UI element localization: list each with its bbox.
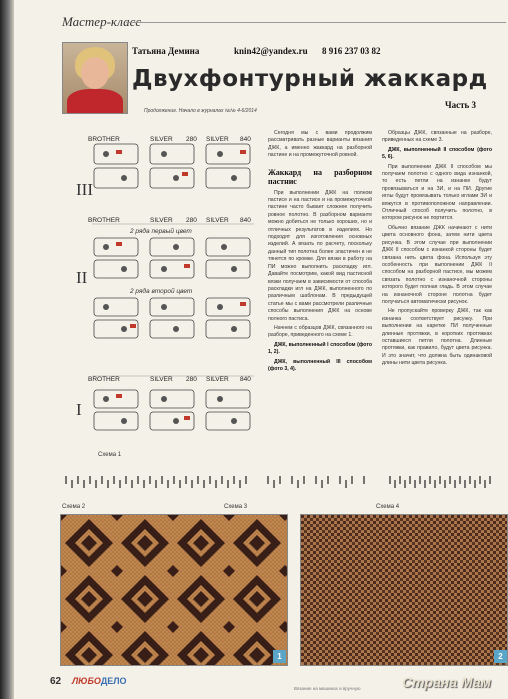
paragraph: При выполнении ДЖК II способом мы получаем полотно с одного вида изнанкой, то есть петли на изнанке будут провязываться и на ЗИ, и на ПИ. Другие иглы будут провязывать только иглами ЗИ и вяжутся в противоположном направлении. Отличный способ получить полотно, в котором рисунок не портится. <box>382 163 492 222</box>
label-silver-2a: SILVER <box>150 217 173 224</box>
magazine-logo: ЛЮБОДЕЛО <box>72 676 127 686</box>
label-840-1: 840 <box>240 376 251 383</box>
label-brother-2: BROTHER <box>88 217 120 224</box>
footer-note: Вязание на машинах и вручную <box>294 686 361 691</box>
header-rule <box>126 22 506 23</box>
photo-number-1: 1 <box>273 650 286 663</box>
label-silver-2b: SILVER <box>206 217 229 224</box>
paragraph: ДЖК, выполненный III способом (фото 3, 4). <box>268 358 372 372</box>
paragraph: Образцы ДЖК, связанные на разборе, приведенных на схеме 3. <box>382 130 492 144</box>
paragraph: При выполнении ДЖК на полном пастисе и на пастисе и на промежуточной пастине часто бывает сложнее получить ровное полотно. В разборном варианте можно добиться не только хороших, но и отличных результатов в изделиях. Но подходят для изготовления основных изделий. А вязать по расчету, поскольку данный тип полотна более эластичен и не тянется по кромке. Для вязки в работу на ПИ можно выполнить раскладку игл. Давайте посмотрим, какой вид пастисной вязки получаем в зависимости от способа раскладки игл на ДЖК, выполненного по различным шаблонам. В предыдущей статье мы с вами рассмотрели различные способы выполнения ДЖК на основе полного пастиса. <box>268 189 372 322</box>
group-label-1: I <box>76 400 82 419</box>
label-840-3: 840 <box>240 136 251 143</box>
label-280-1: 280 <box>186 376 197 383</box>
scheme-3-label: Схема 3 <box>224 504 248 510</box>
scheme-4-label: Схема 4 <box>376 504 400 510</box>
label-brother-1: BROTHER <box>88 376 120 383</box>
paragraph: Начнем с образцов ДЖК, связанного на разборе, приведенного на схеме 1. <box>268 324 372 339</box>
label-silver-3b: SILVER <box>206 136 229 143</box>
author-email[interactable]: knin42@yandex.ru <box>234 46 308 56</box>
label-840-2: 840 <box>240 217 251 224</box>
continuation-note: Продолжение. Начало в журналах №№ 4-6/2014 <box>144 108 257 114</box>
paragraph: ДЖК, выполненный I способом (фото 1, 2). <box>268 341 372 356</box>
author-phone: 8 916 237 03 82 <box>322 46 381 56</box>
label-280-2: 280 <box>186 217 197 224</box>
group-label-2: II <box>76 268 88 287</box>
needle-schemes <box>60 474 496 490</box>
label-silver-1a: SILVER <box>150 376 173 383</box>
scheme-1-label: Схема 1 <box>98 452 122 458</box>
paragraph: Обычно вязание ДЖК начинают с нити цвета основного фона, затем нити цвета рисунка. В этом случае при выполнении ДЖК II способом с изнанкой стороны будет связана нить цвета фона. Используя эту особенность при выполнении ДЖК II способом на разборной пастисе, мы можем связать полотно с изнаночной стороны которого будет полная гладь. В этом случае на изнаночной стороне полотна будет получаться автоматически рисунок. <box>382 224 492 305</box>
knit-photo-texture <box>300 514 508 666</box>
paragraph: Не пропускайте проверку ДЖК, так как изнанка соответствует рисунку. При выполнении на каретке ПИ полученные длинные протяжки, в коротких протяжках оставшиеся петли полотна. Длинные протяжки, как правило, будут цвета рисунка. И это значит, что должна быть одинаковой длины нити цвета рисунка. <box>382 308 492 367</box>
section-label: Мастер-класс <box>62 14 142 29</box>
photo-number-2: 2 <box>494 650 507 663</box>
article-column-right <box>382 130 492 370</box>
author-photo <box>62 42 128 114</box>
article-column-middle <box>268 130 372 375</box>
group-label-3: III <box>76 180 93 199</box>
row-first-color: 2 ряда первый цвет <box>130 228 192 235</box>
magazine-page <box>14 0 508 699</box>
label-silver-3a: SILVER <box>150 136 173 143</box>
page-number: 62 <box>50 676 62 687</box>
label-silver-1b: SILVER <box>206 376 229 383</box>
article-title: Двухфонтурный жаккард <box>132 66 488 92</box>
row-second-color: 2 ряда второй цвет <box>130 288 193 295</box>
watermark: Страна Мам <box>402 674 492 690</box>
subheading: Жаккард на разборном пастнис <box>268 167 372 186</box>
label-brother-3: BROTHER <box>88 136 120 143</box>
article-part: Часть 3 <box>445 100 477 110</box>
scheme-2-label: Схема 2 <box>62 504 86 510</box>
paragraph: Сегодня мы с вами продолжим рассматривать разные варианты вязания ДЖК, а именно жаккард на разборной пастине и на промежуточной ровной. <box>268 130 372 159</box>
magazine-spine <box>0 0 14 699</box>
knit-photo-diamond <box>60 514 288 666</box>
author-name: Татьяна Демина <box>132 46 200 56</box>
label-280-3: 280 <box>186 136 197 143</box>
paragraph: ДЖК, выполненный II способом (фото 5, 6). <box>382 146 492 161</box>
